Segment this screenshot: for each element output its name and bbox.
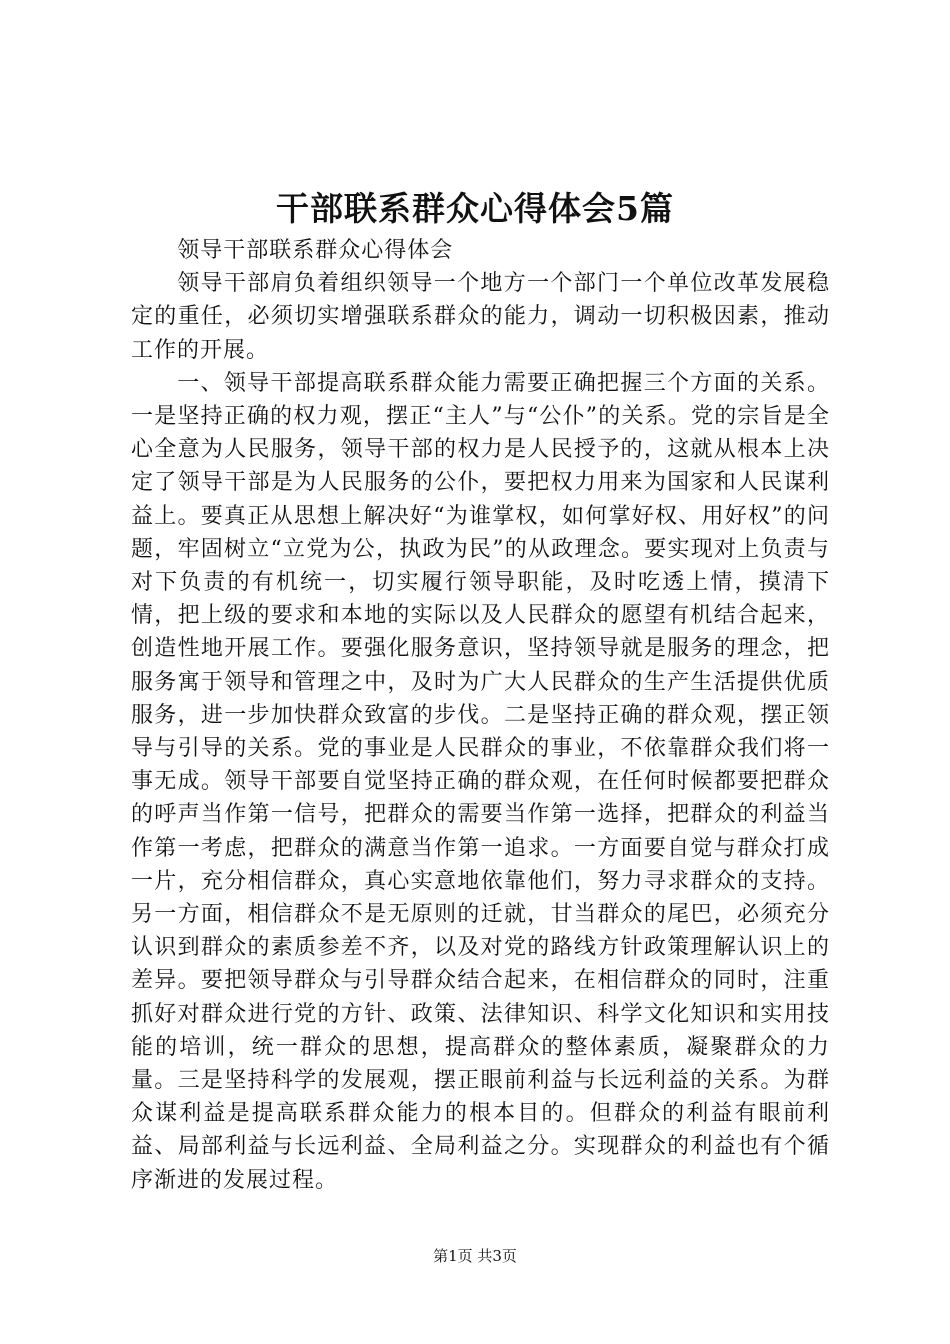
paragraph-intro: 领导干部肩负着组织领导一个地方一个部门一个单位改革发展稳定的重任，必须切实增强联系群众的能力，调动一切积极因素，推动工作的开展。 xyxy=(131,271,830,363)
section-subtitle: 领导干部联系群众心得体会 xyxy=(177,238,454,263)
document-body xyxy=(131,234,830,1197)
document-title: 干部联系群众心得体会5篇 xyxy=(276,189,674,228)
page-footer: 第1页 共3页 xyxy=(433,1247,517,1265)
paragraph-main: 一、领导干部提高联系群众能力需要正确把握三个方面的关系。一是坚持正确的权力观，摆正“主人”与“公仆”的关系。党的宗旨是全心全意为人民服务，领导干部的权力是人民授予的，这就从根本上决定了领导干部是为人民服务的公仆，要把权力用来为国家和人民谋利益上。要真正从思想上解决好“为谁掌权，如何掌好权、用好权”的问题，牢固树立“立党为公，执政为民”的从政理念。要实现对上负责与对下负责的有机统一，切实履行领导职能，及时吃透上情，摸清下情，把上级的要求和本地的实际以及人民群众的愿望有机结合起来，创造性地开展工作。要强化服务意识，坚持领导就是服务的理念，把服务寓于领导和管理之中，及时为广大人民群众的生产生活提供优质服务，进一步加快群众致富的步伐。二是坚持正确的群众观，摆正领导与引导的关系。党的事业是人民群众的事业，不依靠群众我们将一事无成。领导干部要自觉坚持正确的群众观，在任何时候都要把群众的呼声当作第一信号，把群众的需要当作第一选择，把群众的利益当作第一考虑，把群众的满意当作第一追求。一方面要自觉与群众打成一片，充分相信群众，真心实意地依靠他们，努力寻求群众的支持。另一方面，相信群众不是无原则的迁就，甘当群众的尾巴，必须充分认识到群众的素质参差不齐，以及对党的路线方针政策理解认识上的差异。要把领导群众与引导群众结合起来，在相信群众的同时，注重抓好对群众进行党的方针、政策、法律知识、科学文化知识和实用技能的培训，统一群众的思想，提高群众的整体素质，凝聚群众的力量。三是坚持科学的发展观，摆正眼前利益与长远利益的关系。为群众谋利益是提高联系群众能力的根本目的。但群众的利益有眼前利益、局部利益与长远利益、全局利益之分。实现群众的利益也有个循序渐进的发展过程。 xyxy=(131,370,830,1193)
